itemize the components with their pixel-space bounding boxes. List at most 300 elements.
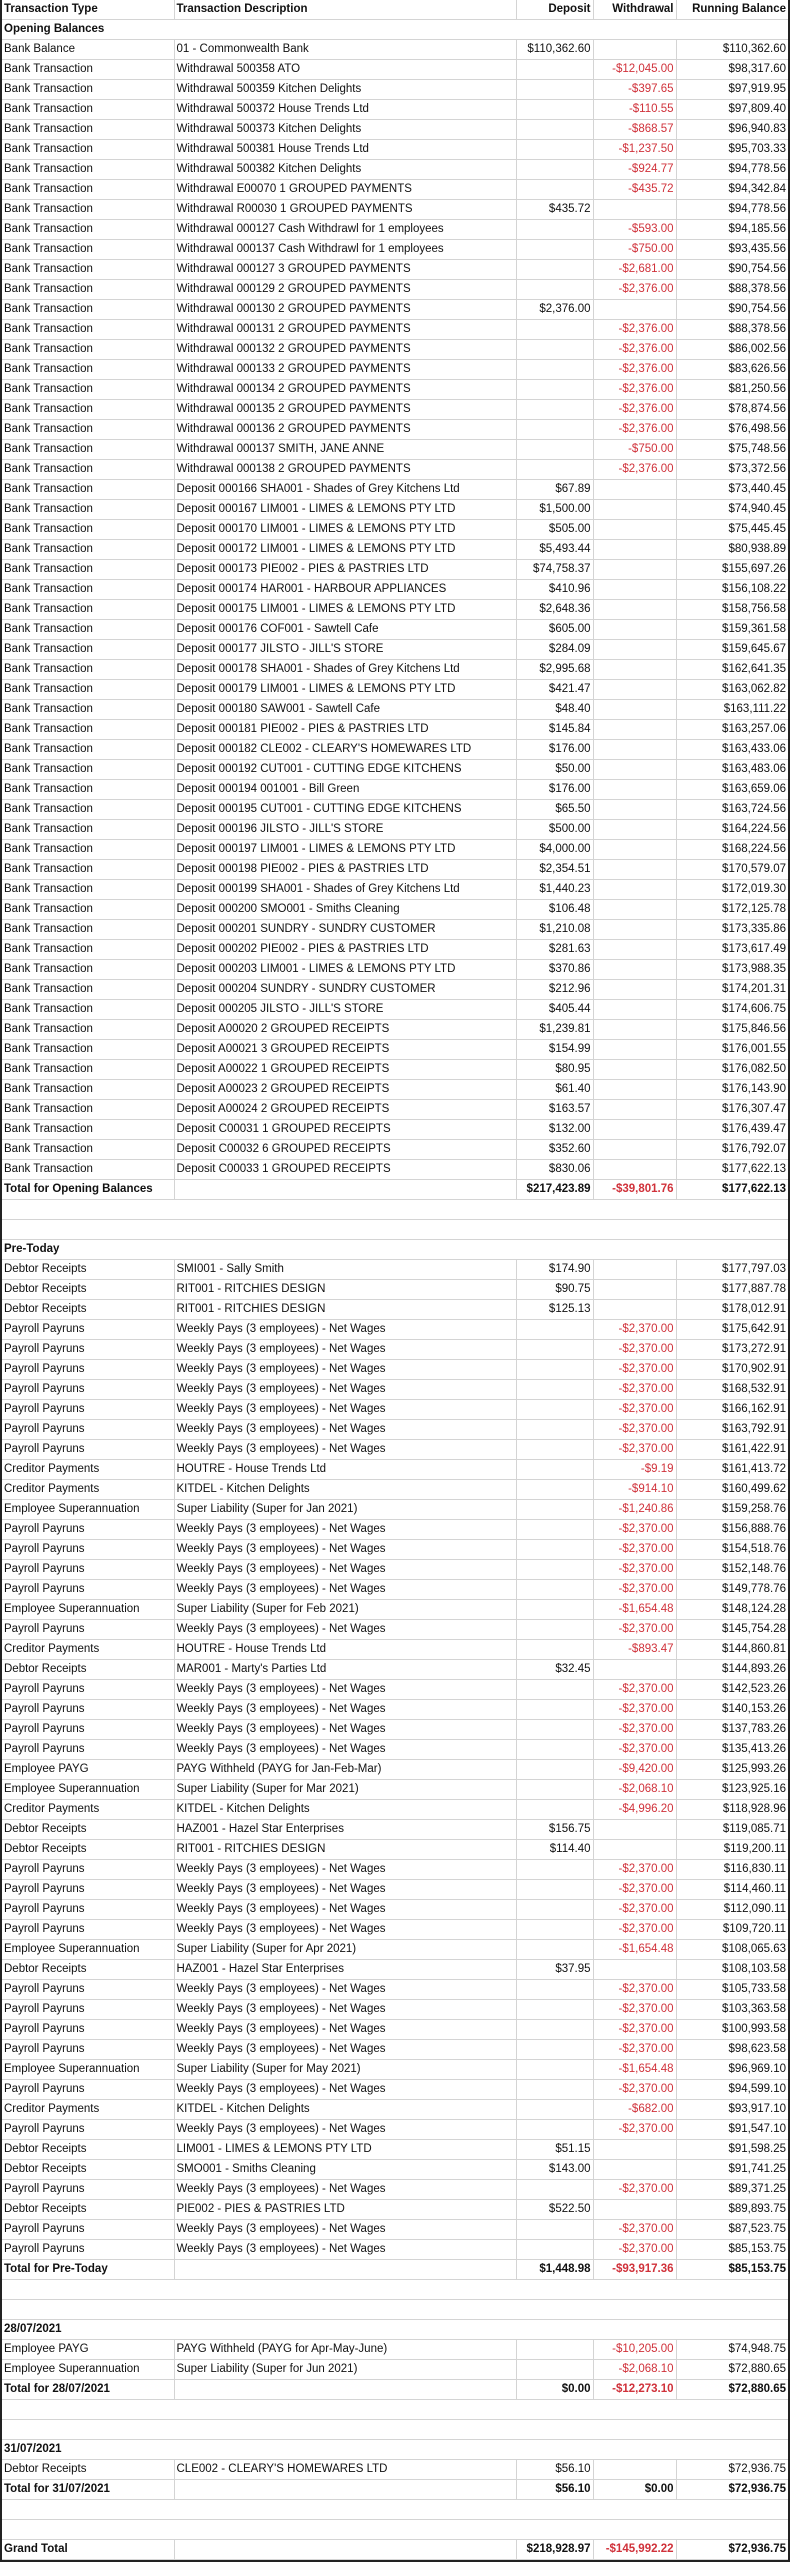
cell-description[interactable]: Withdrawal 000127 Cash Withdrawl for 1 employees	[174, 220, 516, 240]
cell-type[interactable]: Payroll Payruns	[2, 2040, 174, 2060]
cell-description[interactable]: Deposit 000173 PIE002 - PIES & PASTRIES LTD	[174, 560, 516, 580]
cell-type[interactable]: Debtor Receipts	[2, 2160, 174, 2180]
cell-type[interactable]: Bank Transaction	[2, 680, 174, 700]
cell-deposit[interactable]	[516, 180, 593, 200]
cell-balance[interactable]: $93,435.56	[676, 240, 788, 260]
cell-description[interactable]: Weekly Pays (3 employees) - Net Wages	[174, 1560, 516, 1580]
cell-type[interactable]: Bank Transaction	[2, 640, 174, 660]
cell-type[interactable]: Bank Transaction	[2, 1080, 174, 1100]
cell-deposit[interactable]	[516, 1560, 593, 1580]
cell-description[interactable]: Withdrawal 500382 Kitchen Delights	[174, 160, 516, 180]
cell-deposit[interactable]	[516, 2100, 593, 2120]
cell-type[interactable]: Bank Transaction	[2, 480, 174, 500]
cell-description[interactable]: SMI001 - Sally Smith	[174, 1260, 516, 1280]
cell-description[interactable]: Deposit 000192 CUT001 - CUTTING EDGE KITCHENS	[174, 760, 516, 780]
cell-balance[interactable]: $175,642.91	[676, 1320, 788, 1340]
cell-deposit[interactable]: $522.50	[516, 2200, 593, 2220]
cell-withdrawal[interactable]: -$2,068.10	[593, 1780, 676, 1800]
cell-deposit[interactable]: $37.95	[516, 1960, 593, 1980]
cell-balance[interactable]: $72,936.75	[676, 2540, 788, 2560]
cell-deposit[interactable]	[516, 2040, 593, 2060]
cell-withdrawal[interactable]	[593, 880, 676, 900]
cell-deposit[interactable]	[516, 1460, 593, 1480]
cell-withdrawal[interactable]: -$593.00	[593, 220, 676, 240]
cell-type[interactable]: Employee Superannuation	[2, 2060, 174, 2080]
column-header-withdrawal[interactable]: Withdrawal	[593, 0, 676, 20]
cell-balance[interactable]: $119,085.71	[676, 1820, 788, 1840]
cell-balance[interactable]: $155,697.26	[676, 560, 788, 580]
cell-description[interactable]: Withdrawal 000137 SMITH, JANE ANNE	[174, 440, 516, 460]
cell-balance[interactable]: $145,754.28	[676, 1620, 788, 1640]
cell-description[interactable]: MAR001 - Marty's Parties Ltd	[174, 1660, 516, 1680]
cell-type[interactable]: Bank Transaction	[2, 500, 174, 520]
cell-withdrawal[interactable]	[593, 1120, 676, 1140]
cell-balance[interactable]: $94,185.56	[676, 220, 788, 240]
cell-description[interactable]: Weekly Pays (3 employees) - Net Wages	[174, 1420, 516, 1440]
cell-balance[interactable]: $154,518.76	[676, 1540, 788, 1560]
cell-type[interactable]: Debtor Receipts	[2, 2460, 174, 2480]
cell-deposit[interactable]: $114.40	[516, 1840, 593, 1860]
cell-type[interactable]: Payroll Payruns	[2, 1920, 174, 1940]
cell-withdrawal[interactable]: -$2,370.00	[593, 1360, 676, 1380]
cell-description[interactable]: Withdrawal 500372 House Trends Ltd	[174, 100, 516, 120]
cell-type[interactable]: Debtor Receipts	[2, 2200, 174, 2220]
cell-balance[interactable]: $172,019.30	[676, 880, 788, 900]
cell-balance[interactable]: $91,547.10	[676, 2120, 788, 2140]
cell-type[interactable]: Debtor Receipts	[2, 1300, 174, 1320]
cell-description[interactable]: Weekly Pays (3 employees) - Net Wages	[174, 1880, 516, 1900]
cell-type[interactable]: Bank Transaction	[2, 960, 174, 980]
cell-deposit[interactable]: $2,648.36	[516, 600, 593, 620]
cell-type[interactable]: Bank Transaction	[2, 520, 174, 540]
cell-withdrawal[interactable]: -$1,654.48	[593, 1600, 676, 1620]
cell-type[interactable]: Debtor Receipts	[2, 1820, 174, 1840]
cell-description[interactable]: Weekly Pays (3 employees) - Net Wages	[174, 1700, 516, 1720]
cell-withdrawal[interactable]: -$1,237.50	[593, 140, 676, 160]
cell-deposit[interactable]: $5,493.44	[516, 540, 593, 560]
cell-deposit[interactable]: $830.06	[516, 1160, 593, 1180]
cell-withdrawal[interactable]	[593, 1840, 676, 1860]
cell-withdrawal[interactable]	[593, 820, 676, 840]
cell-type[interactable]: Payroll Payruns	[2, 1880, 174, 1900]
cell-type[interactable]: Debtor Receipts	[2, 2140, 174, 2160]
cell-balance[interactable]: $88,378.56	[676, 320, 788, 340]
cell-withdrawal[interactable]	[593, 2140, 676, 2160]
cell-type[interactable]: Employee Superannuation	[2, 1780, 174, 1800]
cell-type[interactable]: Payroll Payruns	[2, 2240, 174, 2260]
cell-description[interactable]: Weekly Pays (3 employees) - Net Wages	[174, 1540, 516, 1560]
cell-description[interactable]: Super Liability (Super for Feb 2021)	[174, 1600, 516, 1620]
cell-balance[interactable]: $105,733.58	[676, 1980, 788, 2000]
cell-deposit[interactable]	[516, 360, 593, 380]
cell-balance[interactable]: $168,224.56	[676, 840, 788, 860]
cell-deposit[interactable]: $132.00	[516, 1120, 593, 1140]
cell-type[interactable]: Bank Transaction	[2, 260, 174, 280]
cell-withdrawal[interactable]: -$2,376.00	[593, 420, 676, 440]
cell-balance[interactable]: $176,307.47	[676, 1100, 788, 1120]
cell-type[interactable]: Payroll Payruns	[2, 1400, 174, 1420]
cell-deposit[interactable]: $352.60	[516, 1140, 593, 1160]
cell-withdrawal[interactable]: -$2,370.00	[593, 2180, 676, 2200]
cell-type[interactable]: Bank Transaction	[2, 560, 174, 580]
cell-type[interactable]: Bank Transaction	[2, 880, 174, 900]
cell-withdrawal[interactable]	[593, 540, 676, 560]
cell-description[interactable]: Weekly Pays (3 employees) - Net Wages	[174, 2020, 516, 2040]
cell-balance[interactable]: $78,874.56	[676, 400, 788, 420]
cell-type[interactable]: Bank Transaction	[2, 840, 174, 860]
cell-balance[interactable]: $177,797.03	[676, 1260, 788, 1280]
cell-deposit[interactable]	[516, 1720, 593, 1740]
cell-description[interactable]: Deposit 000181 PIE002 - PIES & PASTRIES LTD	[174, 720, 516, 740]
cell-description[interactable]: Deposit 000204 SUNDRY - SUNDRY CUSTOMER	[174, 980, 516, 1000]
cell-withdrawal[interactable]	[593, 480, 676, 500]
cell-withdrawal[interactable]: -$2,370.00	[593, 1320, 676, 1340]
cell-description[interactable]: Deposit 000201 SUNDRY - SUNDRY CUSTOMER	[174, 920, 516, 940]
cell-withdrawal[interactable]: -$39,801.76	[593, 1180, 676, 1200]
cell-description[interactable]: Deposit 000194 001001 - Bill Green	[174, 780, 516, 800]
cell-description[interactable]: Deposit 000200 SMO001 - Smiths Cleaning	[174, 900, 516, 920]
cell-description[interactable]: Withdrawal 000129 2 GROUPED PAYMENTS	[174, 280, 516, 300]
cell-type[interactable]: Bank Transaction	[2, 300, 174, 320]
cell-deposit[interactable]	[516, 1320, 593, 1340]
cell-balance[interactable]: $159,361.58	[676, 620, 788, 640]
cell-deposit[interactable]: $505.00	[516, 520, 593, 540]
cell-withdrawal[interactable]	[593, 800, 676, 820]
cell-deposit[interactable]	[516, 1500, 593, 1520]
cell-withdrawal[interactable]: -$2,370.00	[593, 1720, 676, 1740]
cell-type[interactable]: Bank Transaction	[2, 200, 174, 220]
cell-deposit[interactable]	[516, 1760, 593, 1780]
cell-description[interactable]: Withdrawal 500359 Kitchen Delights	[174, 80, 516, 100]
cell-type[interactable]: Payroll Payruns	[2, 1520, 174, 1540]
cell-balance[interactable]: $110,362.60	[676, 40, 788, 60]
cell-balance[interactable]: $94,778.56	[676, 160, 788, 180]
cell-withdrawal[interactable]	[593, 1960, 676, 1980]
cell-withdrawal[interactable]: -$9.19	[593, 1460, 676, 1480]
cell-description[interactable]: Weekly Pays (3 employees) - Net Wages	[174, 1720, 516, 1740]
cell-withdrawal[interactable]: -$12,045.00	[593, 60, 676, 80]
cell-balance[interactable]: $91,741.25	[676, 2160, 788, 2180]
cell-withdrawal[interactable]: -$2,370.00	[593, 1700, 676, 1720]
cell-type[interactable]: Bank Transaction	[2, 700, 174, 720]
cell-deposit[interactable]	[516, 1800, 593, 1820]
cell-withdrawal[interactable]: -$924.77	[593, 160, 676, 180]
cell-type[interactable]: Bank Transaction	[2, 600, 174, 620]
cell-description[interactable]: Withdrawal 500358 ATO	[174, 60, 516, 80]
cell-description[interactable]	[174, 2260, 516, 2280]
cell-description[interactable]: Withdrawal 500373 Kitchen Delights	[174, 120, 516, 140]
cell-type[interactable]: Bank Transaction	[2, 400, 174, 420]
cell-type[interactable]: Bank Transaction	[2, 1040, 174, 1060]
cell-deposit[interactable]: $1,448.98	[516, 2260, 593, 2280]
cell-withdrawal[interactable]: -$2,370.00	[593, 1580, 676, 1600]
cell-balance[interactable]: $176,792.07	[676, 1140, 788, 1160]
cell-deposit[interactable]: $56.10	[516, 2460, 593, 2480]
cell-description[interactable]: HAZ001 - Hazel Star Enterprises	[174, 1820, 516, 1840]
cell-withdrawal[interactable]: -$2,068.10	[593, 2360, 676, 2380]
cell-balance[interactable]: $152,148.76	[676, 1560, 788, 1580]
cell-description[interactable]: Weekly Pays (3 employees) - Net Wages	[174, 1740, 516, 1760]
cell-balance[interactable]: $95,703.33	[676, 140, 788, 160]
cell-description[interactable]: Super Liability (Super for Jan 2021)	[174, 1500, 516, 1520]
cell-withdrawal[interactable]	[593, 720, 676, 740]
cell-type[interactable]: Payroll Payruns	[2, 2220, 174, 2240]
cell-balance[interactable]: $176,082.50	[676, 1060, 788, 1080]
cell-deposit[interactable]	[516, 1700, 593, 1720]
cell-deposit[interactable]: $110,362.60	[516, 40, 593, 60]
cell-type[interactable]: Bank Transaction	[2, 1120, 174, 1140]
cell-deposit[interactable]	[516, 2220, 593, 2240]
cell-type[interactable]: Bank Transaction	[2, 80, 174, 100]
cell-deposit[interactable]	[516, 1980, 593, 2000]
cell-withdrawal[interactable]	[593, 1040, 676, 1060]
cell-description[interactable]: Deposit 000174 HAR001 - HARBOUR APPLIANCES	[174, 580, 516, 600]
cell-balance[interactable]: $174,606.75	[676, 1000, 788, 1020]
cell-withdrawal[interactable]	[593, 1020, 676, 1040]
cell-description[interactable]: Weekly Pays (3 employees) - Net Wages	[174, 1980, 516, 2000]
cell-description[interactable]: Deposit C00031 1 GROUPED RECEIPTS	[174, 1120, 516, 1140]
cell-type[interactable]: Debtor Receipts	[2, 1840, 174, 1860]
cell-description[interactable]: Weekly Pays (3 employees) - Net Wages	[174, 2040, 516, 2060]
cell-balance[interactable]: $98,317.60	[676, 60, 788, 80]
cell-type[interactable]: Bank Transaction	[2, 920, 174, 940]
cell-balance[interactable]: $85,153.75	[676, 2260, 788, 2280]
cell-description[interactable]: Super Liability (Super for Jun 2021)	[174, 2360, 516, 2380]
cell-balance[interactable]: $86,002.56	[676, 340, 788, 360]
cell-deposit[interactable]: $67.89	[516, 480, 593, 500]
cell-type[interactable]: Total for 31/07/2021	[2, 2480, 174, 2500]
cell-deposit[interactable]	[516, 2360, 593, 2380]
cell-withdrawal[interactable]: -$2,376.00	[593, 360, 676, 380]
cell-balance[interactable]: $177,622.13	[676, 1180, 788, 1200]
cell-balance[interactable]: $74,948.75	[676, 2340, 788, 2360]
cell-deposit[interactable]: $32.45	[516, 1660, 593, 1680]
cell-withdrawal[interactable]: -$4,996.20	[593, 1800, 676, 1820]
cell-type[interactable]: Bank Transaction	[2, 580, 174, 600]
cell-type[interactable]: Payroll Payruns	[2, 1320, 174, 1340]
cell-balance[interactable]: $96,940.83	[676, 120, 788, 140]
cell-balance[interactable]: $94,342.84	[676, 180, 788, 200]
cell-description[interactable]: Deposit A00024 2 GROUPED RECEIPTS	[174, 1100, 516, 1120]
cell-balance[interactable]: $72,880.65	[676, 2380, 788, 2400]
cell-withdrawal[interactable]: -$2,370.00	[593, 2240, 676, 2260]
cell-balance[interactable]: $172,125.78	[676, 900, 788, 920]
cell-withdrawal[interactable]	[593, 1160, 676, 1180]
cell-description[interactable]: Super Liability (Super for Apr 2021)	[174, 1940, 516, 1960]
cell-deposit[interactable]	[516, 2180, 593, 2200]
cell-type[interactable]: Total for Opening Balances	[2, 1180, 174, 1200]
cell-description[interactable]: PAYG Withheld (PAYG for Jan-Feb-Mar)	[174, 1760, 516, 1780]
cell-type[interactable]: Bank Transaction	[2, 800, 174, 820]
cell-deposit[interactable]	[516, 100, 593, 120]
cell-type[interactable]: Total for Pre-Today	[2, 2260, 174, 2280]
cell-description[interactable]: Weekly Pays (3 employees) - Net Wages	[174, 2000, 516, 2020]
cell-withdrawal[interactable]	[593, 780, 676, 800]
cell-balance[interactable]: $176,439.47	[676, 1120, 788, 1140]
cell-type[interactable]: Bank Transaction	[2, 540, 174, 560]
cell-withdrawal[interactable]: -$2,370.00	[593, 1540, 676, 1560]
cell-deposit[interactable]	[516, 1520, 593, 1540]
cell-type[interactable]: Bank Transaction	[2, 320, 174, 340]
cell-type[interactable]: Bank Transaction	[2, 780, 174, 800]
cell-type[interactable]: Grand Total	[2, 2540, 174, 2560]
cell-withdrawal[interactable]: -$914.10	[593, 1480, 676, 1500]
cell-balance[interactable]: $125,993.26	[676, 1760, 788, 1780]
cell-deposit[interactable]	[516, 2060, 593, 2080]
cell-balance[interactable]: $164,224.56	[676, 820, 788, 840]
cell-description[interactable]: PAYG Withheld (PAYG for Apr-May-June)	[174, 2340, 516, 2360]
cell-balance[interactable]: $109,720.11	[676, 1920, 788, 1940]
cell-description[interactable]: Weekly Pays (3 employees) - Net Wages	[174, 1860, 516, 1880]
cell-deposit[interactable]	[516, 1380, 593, 1400]
cell-description[interactable]: Deposit A00021 3 GROUPED RECEIPTS	[174, 1040, 516, 1060]
cell-balance[interactable]: $94,778.56	[676, 200, 788, 220]
cell-description[interactable]: Withdrawal 000137 Cash Withdrawl for 1 employees	[174, 240, 516, 260]
cell-deposit[interactable]	[516, 220, 593, 240]
cell-balance[interactable]: $97,809.40	[676, 100, 788, 120]
cell-type[interactable]: Bank Balance	[2, 40, 174, 60]
cell-deposit[interactable]	[516, 2240, 593, 2260]
cell-balance[interactable]: $156,888.76	[676, 1520, 788, 1540]
cell-description[interactable]: Weekly Pays (3 employees) - Net Wages	[174, 1440, 516, 1460]
cell-deposit[interactable]: $435.72	[516, 200, 593, 220]
cell-description[interactable]: Withdrawal R00030 1 GROUPED PAYMENTS	[174, 200, 516, 220]
cell-type[interactable]: Bank Transaction	[2, 160, 174, 180]
cell-description[interactable]: Weekly Pays (3 employees) - Net Wages	[174, 1360, 516, 1380]
cell-balance[interactable]: $174,201.31	[676, 980, 788, 1000]
cell-type[interactable]: Payroll Payruns	[2, 1440, 174, 1460]
cell-type[interactable]: Bank Transaction	[2, 1000, 174, 1020]
cell-balance[interactable]: $161,422.91	[676, 1440, 788, 1460]
cell-withdrawal[interactable]	[593, 980, 676, 1000]
cell-withdrawal[interactable]	[593, 680, 676, 700]
cell-deposit[interactable]: $2,995.68	[516, 660, 593, 680]
cell-description[interactable]	[174, 1180, 516, 1200]
cell-type[interactable]: Payroll Payruns	[2, 1860, 174, 1880]
cell-description[interactable]: Deposit A00022 1 GROUPED RECEIPTS	[174, 1060, 516, 1080]
cell-balance[interactable]: $116,830.11	[676, 1860, 788, 1880]
cell-description[interactable]: LIM001 - LIMES & LEMONS PTY LTD	[174, 2140, 516, 2160]
cell-withdrawal[interactable]: -$110.55	[593, 100, 676, 120]
cell-type[interactable]: Bank Transaction	[2, 720, 174, 740]
cell-deposit[interactable]: $2,354.51	[516, 860, 593, 880]
cell-deposit[interactable]: $80.95	[516, 1060, 593, 1080]
cell-balance[interactable]: $173,988.35	[676, 960, 788, 980]
cell-withdrawal[interactable]: -$2,376.00	[593, 320, 676, 340]
cell-balance[interactable]: $163,483.06	[676, 760, 788, 780]
cell-deposit[interactable]: $1,440.23	[516, 880, 593, 900]
cell-description[interactable]: Weekly Pays (3 employees) - Net Wages	[174, 1920, 516, 1940]
cell-withdrawal[interactable]: -$435.72	[593, 180, 676, 200]
cell-balance[interactable]: $98,623.58	[676, 2040, 788, 2060]
cell-description[interactable]: Deposit 000202 PIE002 - PIES & PASTRIES LTD	[174, 940, 516, 960]
cell-type[interactable]: Debtor Receipts	[2, 1280, 174, 1300]
cell-balance[interactable]: $163,724.56	[676, 800, 788, 820]
cell-description[interactable]: Withdrawal E00070 1 GROUPED PAYMENTS	[174, 180, 516, 200]
cell-description[interactable]: Deposit 000199 SHA001 - Shades of Grey Kitchens Ltd	[174, 880, 516, 900]
cell-type[interactable]: Employee Superannuation	[2, 1600, 174, 1620]
cell-withdrawal[interactable]: -$2,370.00	[593, 1680, 676, 1700]
cell-withdrawal[interactable]: -$2,370.00	[593, 1400, 676, 1420]
cell-description[interactable]: Deposit 000177 JILSTO - JILL'S STORE	[174, 640, 516, 660]
cell-balance[interactable]: $108,103.58	[676, 1960, 788, 1980]
cell-balance[interactable]: $173,272.91	[676, 1340, 788, 1360]
cell-description[interactable]: Weekly Pays (3 employees) - Net Wages	[174, 1400, 516, 1420]
cell-balance[interactable]: $80,938.89	[676, 540, 788, 560]
cell-deposit[interactable]	[516, 1400, 593, 1420]
cell-description[interactable]: KITDEL - Kitchen Delights	[174, 1480, 516, 1500]
cell-balance[interactable]: $142,523.26	[676, 1680, 788, 1700]
cell-balance[interactable]: $163,792.91	[676, 1420, 788, 1440]
cell-withdrawal[interactable]: -$2,376.00	[593, 280, 676, 300]
cell-type[interactable]: Total for 28/07/2021	[2, 2380, 174, 2400]
cell-description[interactable]: Deposit 000197 LIM001 - LIMES & LEMONS PTY LTD	[174, 840, 516, 860]
cell-deposit[interactable]: $56.10	[516, 2480, 593, 2500]
cell-deposit[interactable]	[516, 2120, 593, 2140]
cell-deposit[interactable]: $156.75	[516, 1820, 593, 1840]
cell-balance[interactable]: $173,617.49	[676, 940, 788, 960]
cell-withdrawal[interactable]: -$2,370.00	[593, 1340, 676, 1360]
cell-withdrawal[interactable]: -$750.00	[593, 440, 676, 460]
cell-withdrawal[interactable]	[593, 300, 676, 320]
cell-deposit[interactable]: $410.96	[516, 580, 593, 600]
cell-deposit[interactable]: $1,239.81	[516, 1020, 593, 1040]
cell-deposit[interactable]	[516, 440, 593, 460]
cell-deposit[interactable]	[516, 1880, 593, 1900]
cell-withdrawal[interactable]	[593, 640, 676, 660]
cell-withdrawal[interactable]: -$2,376.00	[593, 400, 676, 420]
cell-withdrawal[interactable]: $0.00	[593, 2480, 676, 2500]
cell-withdrawal[interactable]	[593, 560, 676, 580]
cell-description[interactable]: Deposit 000166 SHA001 - Shades of Grey Kitchens Ltd	[174, 480, 516, 500]
cell-balance[interactable]: $163,062.82	[676, 680, 788, 700]
cell-balance[interactable]: $97,919.95	[676, 80, 788, 100]
cell-description[interactable]: Deposit A00023 2 GROUPED RECEIPTS	[174, 1080, 516, 1100]
cell-deposit[interactable]: $51.15	[516, 2140, 593, 2160]
cell-type[interactable]: Bank Transaction	[2, 860, 174, 880]
cell-deposit[interactable]	[516, 140, 593, 160]
cell-type[interactable]: Bank Transaction	[2, 420, 174, 440]
cell-type[interactable]: Creditor Payments	[2, 1640, 174, 1660]
cell-deposit[interactable]: $74,758.37	[516, 560, 593, 580]
cell-deposit[interactable]: $284.09	[516, 640, 593, 660]
cell-description[interactable]: PIE002 - PIES & PASTRIES LTD	[174, 2200, 516, 2220]
cell-deposit[interactable]: $154.99	[516, 1040, 593, 1060]
cell-deposit[interactable]	[516, 1440, 593, 1460]
cell-withdrawal[interactable]	[593, 1660, 676, 1680]
cell-balance[interactable]: $178,012.91	[676, 1300, 788, 1320]
cell-withdrawal[interactable]	[593, 740, 676, 760]
cell-withdrawal[interactable]: -$868.57	[593, 120, 676, 140]
cell-deposit[interactable]: $125.13	[516, 1300, 593, 1320]
cell-description[interactable]: Withdrawal 000133 2 GROUPED PAYMENTS	[174, 360, 516, 380]
cell-description[interactable]: Super Liability (Super for Mar 2021)	[174, 1780, 516, 1800]
cell-description[interactable]: HOUTRE - House Trends Ltd	[174, 1640, 516, 1660]
cell-balance[interactable]: $173,335.86	[676, 920, 788, 940]
cell-balance[interactable]: $85,153.75	[676, 2240, 788, 2260]
cell-description[interactable]: Weekly Pays (3 employees) - Net Wages	[174, 1320, 516, 1340]
cell-withdrawal[interactable]	[593, 2200, 676, 2220]
cell-description[interactable]: Weekly Pays (3 employees) - Net Wages	[174, 1620, 516, 1640]
cell-type[interactable]: Bank Transaction	[2, 620, 174, 640]
cell-withdrawal[interactable]	[593, 1820, 676, 1840]
cell-type[interactable]: Payroll Payruns	[2, 1900, 174, 1920]
cell-deposit[interactable]	[516, 1920, 593, 1940]
cell-description[interactable]: Deposit A00020 2 GROUPED RECEIPTS	[174, 1020, 516, 1040]
cell-deposit[interactable]	[516, 1420, 593, 1440]
cell-withdrawal[interactable]	[593, 1140, 676, 1160]
cell-balance[interactable]: $170,902.91	[676, 1360, 788, 1380]
